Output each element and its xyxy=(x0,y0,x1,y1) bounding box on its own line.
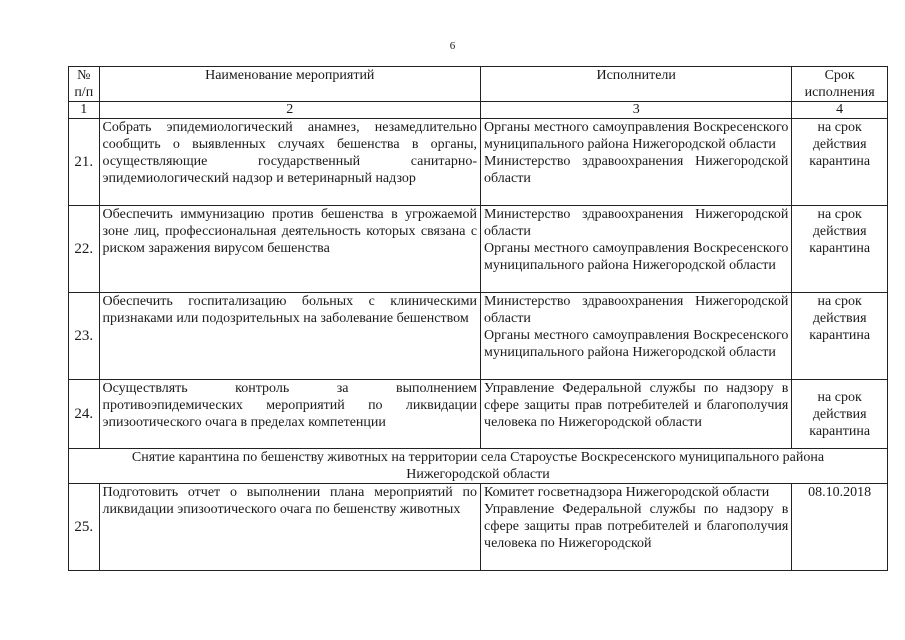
deadline: на срок действия карантина xyxy=(792,380,888,449)
executors-cell xyxy=(481,119,792,206)
activity-name: Обеспечить госпитализацию больных с клиническими признаками или подозрительных на заболевание бешенством xyxy=(99,293,481,380)
deadline: на срок действия карантина xyxy=(792,293,888,380)
deadline: 08.10.2018 xyxy=(792,484,888,571)
activity-name: Собрать эпидемиологический анамнез, незамедлительно сообщить о выявленных случаях бешенства в органы, осуществляющие государственный санитарно-эпидемиологический надзор и ветеринарный надзор xyxy=(99,119,481,206)
row-number: 21. xyxy=(69,119,100,206)
column-index: 1 xyxy=(69,102,100,119)
executor: Министерство здравоохранения Нижегородской области xyxy=(484,207,789,239)
section-row xyxy=(69,449,888,484)
row-number: 24. xyxy=(69,380,100,449)
column-index: 2 xyxy=(99,102,481,119)
header-deadline: Срок исполнения xyxy=(792,67,888,102)
page-number: 6 xyxy=(449,40,456,52)
executor: Органы местного самоуправления Воскресенского муниципального района Нижегородской области xyxy=(484,241,789,273)
executor: Министерство здравоохранения Нижегородской области xyxy=(484,154,789,186)
column-index-row xyxy=(69,102,888,119)
executors-cell xyxy=(481,484,792,571)
header-number: № п/п xyxy=(69,67,100,102)
executor: Министерство здравоохранения Нижегородской области xyxy=(484,294,789,326)
executor: Органы местного самоуправления Воскресенского муниципального района Нижегородской области xyxy=(484,328,789,360)
column-index: 3 xyxy=(481,102,792,119)
executor: Управление Федеральной службы по надзору в сфере защиты прав потребителей и благополучия человека по Нижегородской xyxy=(484,502,789,551)
table-row xyxy=(69,380,888,449)
row-number: 25. xyxy=(69,484,100,571)
executors-cell xyxy=(481,380,792,449)
header-activity-name: Наименование мероприятий xyxy=(99,67,481,102)
executors-cell xyxy=(481,293,792,380)
deadline: на срок действия карантина xyxy=(792,119,888,206)
table-header-row xyxy=(69,67,888,102)
executors-cell xyxy=(481,206,792,293)
row-number: 22. xyxy=(69,206,100,293)
table-row xyxy=(69,293,888,380)
header-executors: Исполнители xyxy=(481,67,792,102)
column-index: 4 xyxy=(792,102,888,119)
executor: Комитет госветнадзора Нижегородской области xyxy=(484,485,770,500)
table-row xyxy=(69,484,888,571)
deadline: на срок действия карантина xyxy=(792,206,888,293)
action-plan-table xyxy=(68,66,888,571)
executor: Управление Федеральной службы по надзору в сфере защиты прав потребителей и благополучия человека по Нижегородской области xyxy=(484,381,789,430)
activity-name: Осуществлять контроль за выполнением противоэпидемических мероприятий по ликвидации эпизоотического очага в пределах компетенции xyxy=(99,380,481,449)
executor: Органы местного самоуправления Воскресенского муниципального района Нижегородской области xyxy=(484,120,789,152)
activity-name: Подготовить отчет о выполнении плана мероприятий по ликвидации эпизоотического очага по бешенству животных xyxy=(99,484,481,571)
table-row xyxy=(69,119,888,206)
table-row xyxy=(69,206,888,293)
activity-name: Обеспечить иммунизацию против бешенства в угрожаемой зоне лиц, профессиональная деятельность которых связана с риском заражения вирусом бешенства xyxy=(99,206,481,293)
row-number: 23. xyxy=(69,293,100,380)
section-title: Снятие карантина по бешенству животных на территории села Староустье Воскресенского муниципального района Нижегородской области xyxy=(69,449,888,484)
